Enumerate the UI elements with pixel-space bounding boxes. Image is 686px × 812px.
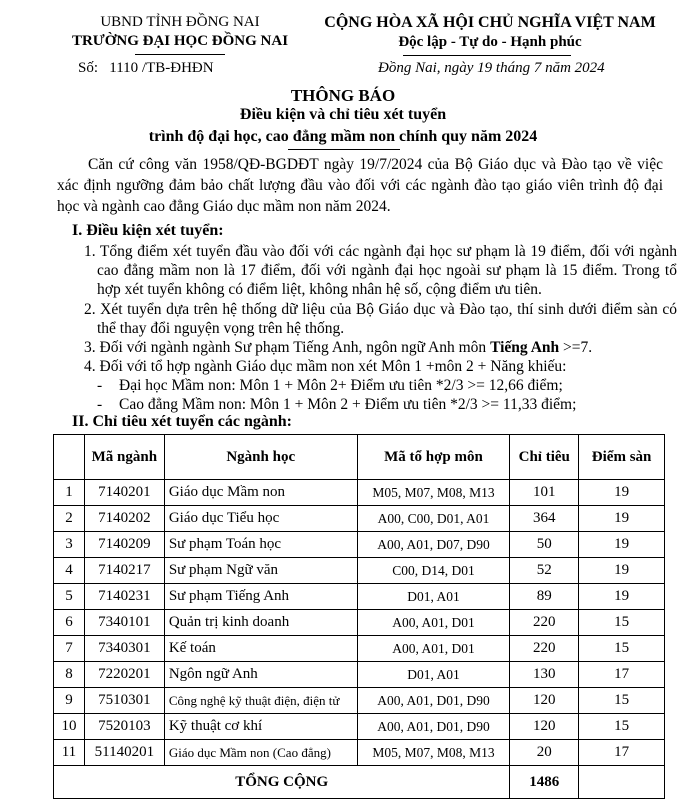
major-name: Sư phạm Tiếng Anh <box>164 584 357 610</box>
table-body <box>54 480 665 799</box>
major-name: Kỹ thuật cơ khí <box>164 714 357 740</box>
intro-paragraph: Căn cứ công văn 1958/QĐ-BGDĐT ngày 19/7/2024 của Bộ Giáo dục và Đào tạo về việc xác định ngưỡng đảm bảo chất lượng đầu vào đối với các ngành đào tạo giáo viên trình độ đại học và ngành cao đẳng Giáo dục mầm non năm 2024. <box>57 156 663 215</box>
title-divider <box>288 149 400 150</box>
major-name: Công nghệ kỹ thuật điện, điện tử <box>164 688 357 714</box>
doc-number-value: 1110 <box>109 60 139 76</box>
condition-item-3-subject: Tiếng Anh <box>490 339 560 356</box>
major-code: 7140231 <box>84 584 164 610</box>
quota-table <box>53 434 665 799</box>
row-index: 1 <box>54 480 85 506</box>
row-index: 4 <box>54 558 85 584</box>
major-name: Giáo dục Mầm non (Cao đẳng) <box>164 740 357 766</box>
major-name: Quản trị kinh doanh <box>164 610 357 636</box>
major-code: 7340301 <box>84 636 164 662</box>
major-code: 7140202 <box>84 506 164 532</box>
sub-item-dash-1: - <box>97 377 103 394</box>
major-name: Sư phạm Ngữ văn <box>164 558 357 584</box>
major-name: Ngôn ngữ Anh <box>164 662 357 688</box>
sub-item-dash-2: - <box>97 396 103 413</box>
row-index: 5 <box>54 584 85 610</box>
major-name: Giáo dục Mầm non <box>164 480 357 506</box>
major-code: 7510301 <box>84 688 164 714</box>
doc-subtitle-1: Điều kiện và chỉ tiêu xét tuyển <box>239 106 447 123</box>
table-row <box>54 558 665 584</box>
row-index: 11 <box>54 740 85 766</box>
total-empty-cell <box>579 766 665 799</box>
subject-combination: M05, M07, M08, M13 <box>357 740 510 766</box>
row-index: 6 <box>54 610 85 636</box>
min-score: 19 <box>579 584 665 610</box>
school-name: TRƯỜNG ĐẠI HỌC ĐỒNG NAI <box>71 33 289 49</box>
quota: 220 <box>510 610 579 636</box>
major-code: 7220201 <box>84 662 164 688</box>
quota: 20 <box>510 740 579 766</box>
table-row <box>54 610 665 636</box>
quota: 89 <box>510 584 579 610</box>
major-code: 51140201 <box>84 740 164 766</box>
quota: 52 <box>510 558 579 584</box>
table-row <box>54 662 665 688</box>
doc-title: THÔNG BÁO <box>290 86 396 105</box>
row-index: 8 <box>54 662 85 688</box>
table-header-row <box>54 435 665 480</box>
subject-combination: D01, A01 <box>357 584 510 610</box>
col-header-major: Ngành học <box>164 435 357 480</box>
min-score: 17 <box>579 740 665 766</box>
condition-item-2: 2. Xét tuyển dựa trên hệ thống dữ liệu của Bộ Giáo dục và Đào tạo, thí sinh dưới điểm sàn có thể thay đổi nguyện vọng trên hệ thống. <box>84 301 677 337</box>
subject-combination: A00, A01, D01, D90 <box>357 714 510 740</box>
section-1-heading: I. Điều kiện xét tuyển: <box>72 222 224 239</box>
subject-combination: A00, A01, D01, D90 <box>357 688 510 714</box>
col-header-combination: Mã tổ hợp môn <box>357 435 510 480</box>
condition-item-1: 1. Tổng điểm xét tuyển đầu vào đối với các ngành đại học sư phạm là 19 điểm, đối với ngành cao đẳng mầm non là 17 điểm, đối với ngành đại học ngoài sư phạm là 15 điểm. Trong tổ hợp xét tuyển không có điểm liệt, không nhân hệ số, cộng điểm ưu tiên. <box>84 243 677 298</box>
col-header-code: Mã ngành <box>84 435 164 480</box>
min-score: 19 <box>579 480 665 506</box>
doc-number-label: Số: <box>78 60 99 76</box>
total-label: TỔNG CỘNG <box>54 766 510 799</box>
sub-item-university: Đại học Mầm non: Môn 1 + Môn 2+ Điểm ưu tiên *2/3 >= 12,66 điểm; <box>119 377 563 394</box>
major-code: 7140217 <box>84 558 164 584</box>
min-score: 17 <box>579 662 665 688</box>
subject-combination: C00, D14, D01 <box>357 558 510 584</box>
quota: 50 <box>510 532 579 558</box>
right-divider <box>403 55 571 56</box>
table-row <box>54 480 665 506</box>
major-code: 7140201 <box>84 480 164 506</box>
condition-item-3-text: 3. Đối với ngành ngành Sư phạm Tiếng Anh, ngôn ngữ Anh môn <box>84 339 487 356</box>
motto: Độc lập - Tự do - Hạnh phúc <box>398 34 582 50</box>
date-line: Đồng Nai, ngày 19 tháng 7 năm 2024 <box>378 60 605 76</box>
table-row <box>54 584 665 610</box>
row-index: 10 <box>54 714 85 740</box>
min-score: 19 <box>579 506 665 532</box>
major-name: Kế toán <box>164 636 357 662</box>
col-header-quota: Chỉ tiêu <box>510 435 579 480</box>
col-header-index <box>54 435 85 480</box>
quota: 120 <box>510 688 579 714</box>
doc-subtitle-2: trình độ đại học, cao đẳng mầm non chính quy năm 2024 <box>148 128 538 145</box>
row-index: 9 <box>54 688 85 714</box>
table-row <box>54 688 665 714</box>
quota: 130 <box>510 662 579 688</box>
subject-combination: A00, C00, D01, A01 <box>357 506 510 532</box>
doc-code: /TB-ĐHĐN <box>141 60 214 76</box>
table-row <box>54 532 665 558</box>
subject-combination: A00, A01, D07, D90 <box>357 532 510 558</box>
agency-name: UBND TỈNH ĐỒNG NAI <box>100 14 260 30</box>
table-row <box>54 636 665 662</box>
table-row <box>54 714 665 740</box>
section-2-heading: II. Chỉ tiêu xét tuyển các ngành: <box>72 413 293 430</box>
quota: 220 <box>510 636 579 662</box>
total-row <box>54 766 665 799</box>
major-name: Sư phạm Toán học <box>164 532 357 558</box>
major-code: 7140209 <box>84 532 164 558</box>
min-score: 15 <box>579 714 665 740</box>
min-score: 15 <box>579 610 665 636</box>
subject-combination: A00, A01, D01 <box>357 610 510 636</box>
table-row <box>54 506 665 532</box>
quota: 101 <box>510 480 579 506</box>
min-score: 15 <box>579 688 665 714</box>
subject-combination: A00, A01, D01 <box>357 636 510 662</box>
sub-item-college: Cao đẳng Mầm non: Môn 1 + Môn 2 + Điểm ưu tiên *2/3 >= 11,33 điểm; <box>119 396 577 413</box>
row-index: 2 <box>54 506 85 532</box>
left-divider <box>135 54 225 55</box>
table-row <box>54 740 665 766</box>
subject-combination: D01, A01 <box>357 662 510 688</box>
row-index: 7 <box>54 636 85 662</box>
condition-item-4: 4. Đối với tổ hợp ngành Giáo dục mầm non xét Môn 1 +môn 2 + Năng khiếu: <box>84 358 567 375</box>
condition-item-3 <box>84 338 664 357</box>
col-header-min-score: Điểm sàn <box>579 435 665 480</box>
major-code: 7340101 <box>84 610 164 636</box>
doc-number <box>78 60 214 77</box>
subject-combination: M05, M07, M08, M13 <box>357 480 510 506</box>
country-name: CỘNG HÒA XÃ HỘI CHỦ NGHĨA VIỆT NAM <box>324 14 656 31</box>
condition-item-3-threshold: >=7. <box>563 339 593 356</box>
min-score: 19 <box>579 558 665 584</box>
total-quota: 1486 <box>510 766 579 799</box>
min-score: 19 <box>579 532 665 558</box>
row-index: 3 <box>54 532 85 558</box>
min-score: 15 <box>579 636 665 662</box>
major-code: 7520103 <box>84 714 164 740</box>
quota: 364 <box>510 506 579 532</box>
quota: 120 <box>510 714 579 740</box>
major-name: Giáo dục Tiểu học <box>164 506 357 532</box>
